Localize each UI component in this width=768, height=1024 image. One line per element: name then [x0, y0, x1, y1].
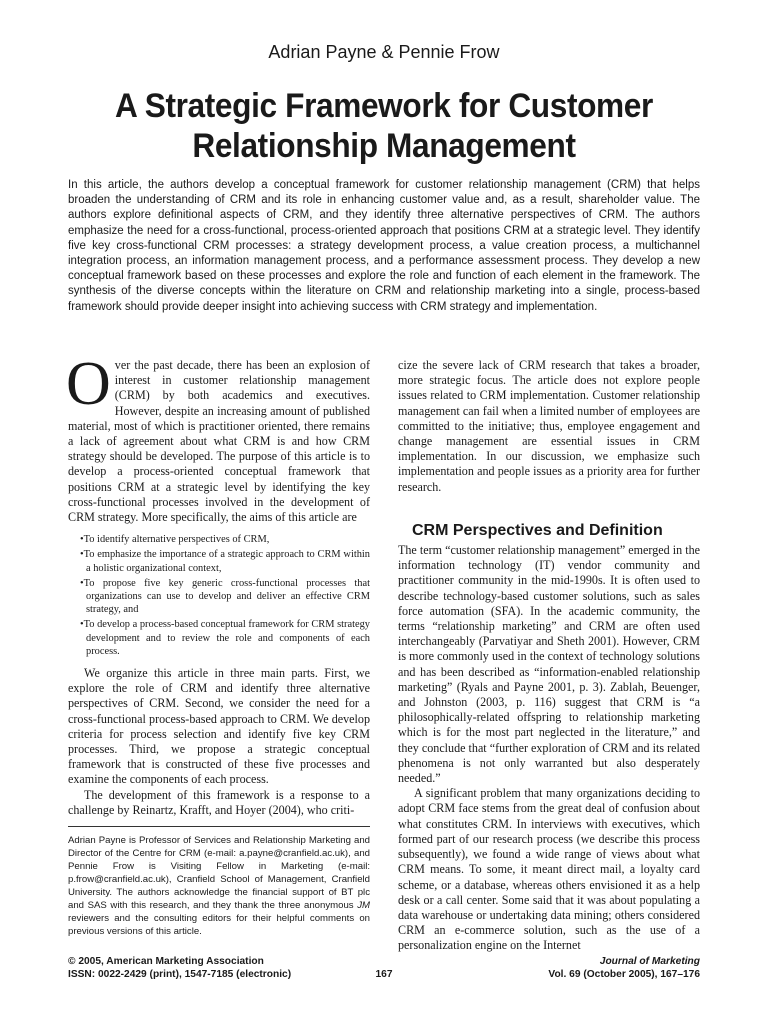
- aims-list-item: •To propose five key generic cross-functional processes that organizations can use to develop and deliver an effective CRM strategy, and: [80, 577, 370, 616]
- body-paragraph: The development of this framework is a response to a challenge by Reinartz, Krafft, and Hoyer (2004), who criti-: [68, 787, 370, 817]
- body-paragraph: We organize this article in three main parts. First, we explore the role of CRM and identify three alternative perspectives of CRM. Second, we consider the need for a cross-functional process-based approach to CRM. We develop criteria for process selection and identify five key CRM processes. Third, we propose a strategic conceptual framework that is constructed of these five processes and examine the components of each process.: [68, 666, 370, 787]
- abstract: In this article, the authors develop a conceptual framework for customer relationship management (CRM) that helps broaden the understanding of CRM and its role in enhancing customer value and, as a result, shareholder value. The authors explore definitional aspects of CRM, and they identify three alternative perspectives of CRM. The authors emphasize the need for a cross-functional, process-oriented approach that positions CRM at a strategic level. They identify five key cross-functional CRM processes: a strategy development process, a value creation process, a multichannel integration process, an information management process, and a performance assessment process. They develop a new conceptual framework based on these processes and explore the role and function of each element in the framework. The synthesis of the diverse concepts within the literature on CRM and relationship marketing into a single, process-based framework should provide deeper insight into achieving success with CRM strategy and implementation.: [68, 179, 700, 313]
- aims-list-item: •To identify alternative perspectives of CRM,: [80, 534, 270, 546]
- body-paragraph: A significant problem that many organizations deciding to adopt CRM face stems from the great deal of confusion about what constitutes CRM. In interviews with executives, which formed part of our research process (we describe this process subsequently), we found a wide range of views about what CRM means. To some, it meant direct mail, a loyalty card scheme, or a database, whereas others envisioned it as a help desk or a call center. Some said that it was about populating a data warehouse or undertaking data mining; others considered CRM an e-commerce solution, such as the use of a personalization engine on the Internet: [398, 786, 700, 953]
- drop-cap: O: [66, 350, 111, 418]
- article-title: A Strategic Framework for Customer Relationship Management: [115, 87, 653, 165]
- body-paragraph: The term “customer relationship management” emerged in the information technology (IT) vendor community and practitioner community in the mid-1990s. It is often used to describe technology-based customer solutions, such as sales force automation (SFA). In the academic community, the terms “relationship marketing” and CRM are often used interchangeably (Parvatiyar and Sheth 2001). However, CRM is more commonly used in the context of technology solutions and has been described as “information-enabled relationship marketing” (Ryals and Payne 2001, p. 3). Zablah, Beuenger, and Johnston (2003, p. 116) suggest that CRM is “a philosophically-related offspring to relationship marketing which is for the most part neglected in the literature,” and they conclude that “further exploration of CRM and its related phenomena is not only warranted but also desperately needed.”: [398, 543, 700, 786]
- left-column: [66, 350, 370, 818]
- intro-paragraph: [66, 350, 370, 525]
- body-paragraph: cize the severe lack of CRM research that takes a broader, more strategic focus. The article does not explore people issues related to CRM implementation. Customer relationship management can fail when a limited number of employees are committed to the initiative; thus, employee engagement and change management are essential issues in CRM implementation. In our discussion, we emphasize such implementation and people issues as a priority area for further research.: [398, 358, 700, 494]
- aims-list-item: •To emphasize the importance of a strategic approach to CRM within a holistic organizational context,: [80, 549, 370, 574]
- footnote-journal-abbrev: JM: [357, 900, 370, 911]
- aims-list: [68, 533, 370, 658]
- author-footnote: [68, 834, 370, 938]
- issn: ISSN: 0022-2429 (print), 1547-7185 (electronic): [68, 969, 292, 981]
- journal-volume: Vol. 69 (October 2005), 167–176: [548, 969, 700, 981]
- footer-right: [548, 955, 700, 982]
- footnote-divider: [68, 826, 370, 827]
- footnote-text: reviewers and the consulting editors for their helpful comments on previous versions of this article.: [68, 913, 370, 937]
- journal-name: Journal of Marketing: [599, 956, 700, 967]
- authors-line: Adrian Payne & Pennie Frow: [268, 42, 500, 62]
- intro-text: ver the past decade, there has been an explosion of interest in customer relationship management (CRM) by both academics and executives. However, despite an increasing amount of published material, most of which is practitioner oriented, there remains a lack of agreement about what CRM is and how CRM strategy should be developed. The purpose of this article is to develop a process-oriented conceptual framework that positions CRM at a strategic level by identifying the key cross-functional processes involved in the development of CRM strategy. More specifically, the aims of this article are: [68, 358, 370, 525]
- footnote-text: Adrian Payne is Professor of Services and Relationship Marketing and Director of the Centre for CRM (e-mail: a.payne@cranfield.ac.uk), and Pennie Frow is Visiting Fellow in Marketing (e-mail: p.frow@cranfield.ac.uk), Cranfield School of Management, Cranfield University. The authors acknowledge the financial support of BT plc and SAS with this research, and they thank the three anonymous: [68, 835, 370, 911]
- section-heading: CRM Perspectives and Definition: [412, 521, 663, 539]
- copyright: © 2005, American Marketing Association: [68, 956, 264, 967]
- aims-list-item: •To develop a process-based conceptual framework for CRM strategy development and to review the role and components of each process.: [80, 619, 370, 657]
- right-column: [398, 358, 700, 954]
- page-number: 167: [375, 969, 393, 980]
